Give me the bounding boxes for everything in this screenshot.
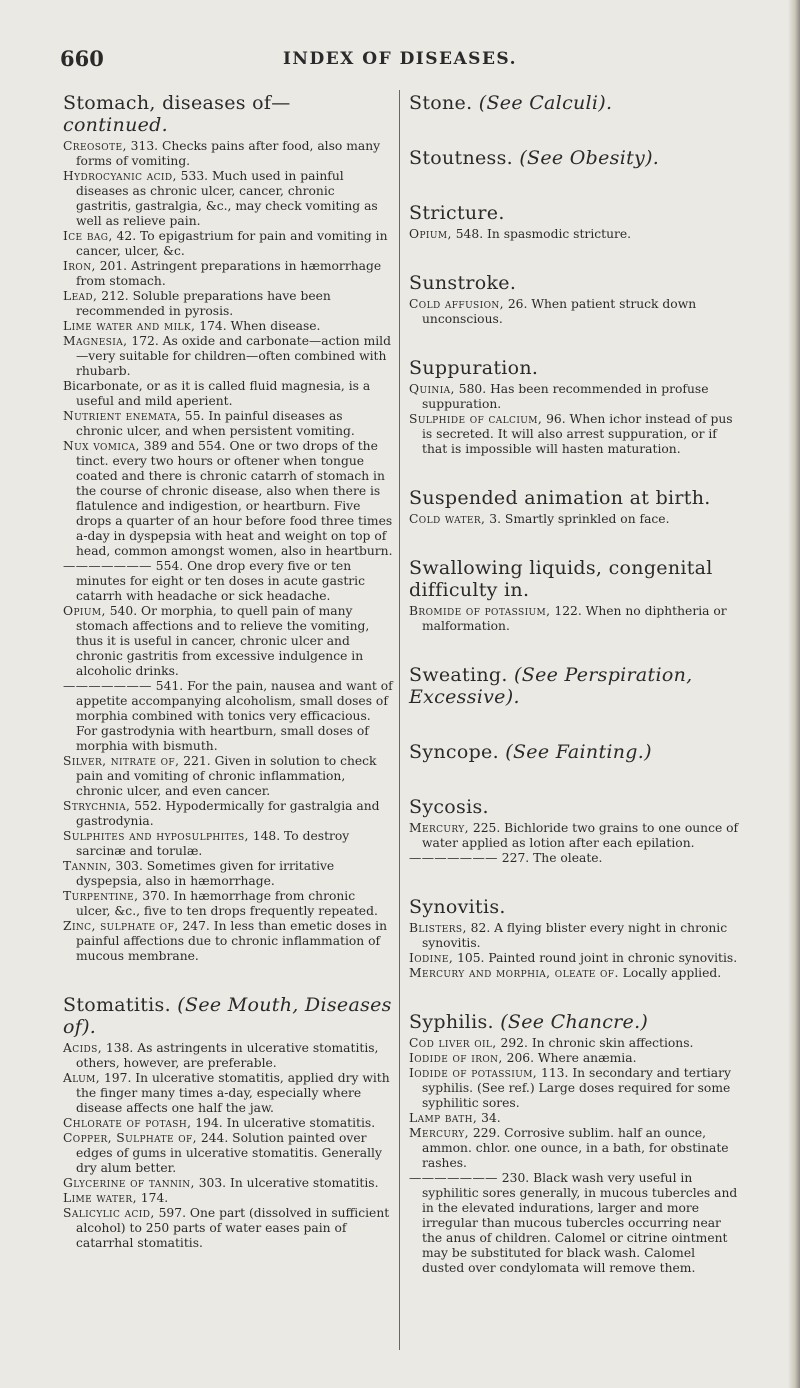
heading-reference: continued. (63, 114, 168, 136)
entry-text: 201. Astringent preparations in hæmorrhage from stomach. (76, 259, 382, 288)
remedy-name: Glycerine of tannin, (63, 1176, 195, 1190)
right-column (409, 92, 739, 1276)
section-spacer (63, 964, 393, 994)
section-heading (409, 272, 739, 294)
remedy-name: Sulphites and hyposulphites, (63, 829, 249, 843)
remedy-name: Copper, Sulphate of, (63, 1131, 197, 1145)
heading-main: Stomatitis. (63, 994, 178, 1016)
index-entry (409, 297, 739, 327)
entry-text: 26. When patient struck down unconscious. (422, 297, 697, 326)
index-entry (63, 319, 393, 334)
index-section (409, 202, 739, 242)
index-entry (63, 859, 393, 889)
index-entry (63, 1206, 393, 1251)
section-spacer (409, 172, 739, 202)
entry-text: Bicarbonate, or as it is called fluid magnesia, is a useful and mild aperient. (63, 379, 371, 408)
section-heading (409, 796, 739, 818)
index-entry (63, 919, 393, 964)
index-entry (409, 1036, 739, 1051)
entry-text: 389 and 554. One or two drops of the tinct. every two hours or oftener when tongue coated and there is chronic catarrh of stomach in the course of chronic disease, also when there is flatulence and indigestion, or heartburn. Five drops a quarter of an hour before food three times a-day in dyspepsia with heat and weight on top of head, common amongst women, also in heartburn. (76, 439, 393, 558)
entry-text: 3. Smartly sprinkled on face. (485, 512, 670, 526)
section-spacer (409, 117, 739, 147)
remedy-name: Tannin, (63, 859, 112, 873)
running-title: INDEX OF DISEASES. (282, 49, 518, 69)
entry-text: 82. A flying blister every night in chronic synovitis. (422, 921, 728, 950)
remedy-name: Cold affusion, (409, 297, 504, 311)
remedy-name: Lead, (63, 289, 98, 303)
index-entry (63, 439, 393, 559)
remedy-name: Iodide of iron, (409, 1051, 503, 1065)
section-spacer (409, 711, 739, 741)
index-section (409, 896, 739, 981)
entry-text: 597. One part (dissolved in sufficient alcohol) to 250 parts of water eases pain of catarrhal stomatitis. (76, 1206, 390, 1250)
section-heading (409, 487, 739, 509)
index-entry (63, 1191, 393, 1206)
index-section (409, 1011, 739, 1276)
entry-text: 148. To destroy sarcinæ and torulæ. (76, 829, 350, 858)
remedy-name: Alum, (63, 1071, 101, 1085)
index-entry (63, 1176, 393, 1191)
entry-text: 221. Given in solution to check pain and vomiting of chronic inflammation, chronic ulcer, and even cancer. (76, 754, 377, 798)
index-section (409, 741, 739, 763)
section-heading (409, 202, 739, 224)
page-number: 660 (60, 46, 104, 71)
entry-text: 230. Black wash very useful in syphilitic sores generally, in mucous tubercles and in the elevated indurations, larger and more irregular than mucous tubercles occurring near the anus of children. Calomel or citrine ointment may be substituted for black wash. Calomel dusted over condylomata will remove them. (422, 1171, 738, 1275)
entry-text: 122. When no diphtheria or malformation. (422, 604, 727, 633)
entry-text: 194. In ulcerative stomatitis. (191, 1116, 376, 1130)
index-entry (63, 1071, 393, 1116)
heading-reference: (See Calculi). (478, 92, 613, 114)
section-heading (409, 1011, 739, 1033)
column-divider (399, 90, 400, 1350)
entry-text: 244. Solution painted over edges of gums in ulcerative stomatitis. Generally dry alum better. (76, 1131, 382, 1175)
entry-text: 552. Hypodermically for gastralgia and gastrodynia. (76, 799, 380, 828)
remedy-name: Lime water and milk, (63, 319, 196, 333)
entry-text: 229. Corrosive sublim. half an ounce, ammon. chlor. one ounce, in a bath, for obstinate rashes. (422, 1126, 729, 1170)
index-section (409, 557, 739, 634)
remedy-name: Cold water, (409, 512, 486, 526)
index-entry (409, 382, 739, 412)
section-heading (409, 741, 739, 763)
index-section (409, 487, 739, 527)
heading-main: Stone. (409, 92, 479, 114)
index-section (409, 357, 739, 457)
entry-text: 554. One drop every five or ten minutes for eight or ten doses in acute gastric catarrh with headache or sick headache. (76, 559, 365, 603)
index-entry (63, 289, 393, 319)
heading-main: Stricture. (409, 202, 505, 224)
heading-main: Syphilis. (409, 1011, 501, 1033)
heading-reference: (See Obesity). (519, 147, 660, 169)
remedy-name: Creosote, (63, 139, 127, 153)
index-section (63, 994, 393, 1251)
remedy-name: Silver, nitrate of, (63, 754, 180, 768)
index-entry (409, 1066, 739, 1111)
section-spacer (409, 766, 739, 796)
index-section (409, 92, 739, 114)
entry-text: 533. Much used in painful diseases as chronic ulcer, cancer, chronic gastritis, gastralgia, &c., may check vomiting as well as relieve pain. (76, 169, 378, 228)
heading-main: Sycosis. (409, 796, 489, 818)
remedy-name: Mercury and morphia, oleate of. (409, 966, 619, 980)
heading-main: Sweating. (409, 664, 515, 686)
section-heading (409, 92, 739, 114)
remedy-name: Lamp bath, (409, 1111, 478, 1125)
section-heading (409, 896, 739, 918)
section-heading (409, 357, 739, 379)
entry-text: 247. In less than emetic doses in painful affections due to chronic inflammation of mucous membrane. (76, 919, 387, 963)
index-entry (63, 259, 393, 289)
entry-text: 303. Sometimes given for irritative dyspepsia, also in hæmorrhage. (76, 859, 335, 888)
remedy-name: Iodide of potassium, (409, 1066, 538, 1080)
index-entry (63, 829, 393, 859)
remedy-name: Iron, (63, 259, 96, 273)
index-section (63, 92, 393, 964)
remedy-name: Opium, (63, 604, 106, 618)
remedy-name: Zinc, sulphate of, (63, 919, 179, 933)
index-entry (63, 169, 393, 229)
entry-text: 370. In hæmorrhage from chronic ulcer, &c., five to ten drops frequently repeated. (76, 889, 378, 918)
heading-main: Stomach, diseases of— (63, 92, 291, 114)
remedy-name: Mercury, (409, 1126, 469, 1140)
entry-text: 580. Has been recommended in profuse suppuration. (422, 382, 709, 411)
index-entry (63, 1131, 393, 1176)
entry-text: 212. Soluble preparations have been recommended in pyrosis. (76, 289, 331, 318)
remedy-name: Blisters, (409, 921, 467, 935)
index-entry (409, 851, 739, 866)
remedy-name: Magnesia, (63, 334, 128, 348)
index-entry (63, 754, 393, 799)
entry-text: 197. In ulcerative stomatitis, applied dry with the finger many times a-day, especially where disease affects one half the jaw. (76, 1071, 390, 1115)
index-section (409, 272, 739, 327)
section-spacer (409, 634, 739, 664)
section-spacer (409, 457, 739, 487)
heading-main: Swallowing liquids, congenital difficulty in. (409, 557, 713, 601)
section-heading (63, 994, 393, 1038)
heading-main: Stoutness. (409, 147, 520, 169)
entry-text: 313. Checks pains after food, also many forms of vomiting. (76, 139, 381, 168)
index-entry (409, 512, 739, 527)
index-entry (63, 889, 393, 919)
index-entry (409, 921, 739, 951)
entry-text: 303. In ulcerative stomatitis. (194, 1176, 379, 1190)
entry-text: 172. As oxide and carbonate—action mild—very suitable for children—often combined with rhubarb. (76, 334, 391, 378)
index-entry (409, 227, 739, 242)
entry-text: 174. When disease. (195, 319, 321, 333)
page-header (60, 46, 740, 82)
remedy-name: Acids, (63, 1041, 103, 1055)
index-entry (409, 604, 739, 634)
entry-text: 55. In painful diseases as chronic ulcer, and when persistent vomiting. (76, 409, 355, 438)
heading-reference: (See Perspiration, Excessive). (409, 664, 693, 708)
entry-text: 541. For the pain, nausea and want of appetite accompanying alcoholism, small doses of morphia combined with tonics very efficacious. For gastrodynia with heartburn, small doses of morphia with bismuth. (76, 679, 393, 753)
heading-reference: (See Mouth, Diseases of). (63, 994, 392, 1038)
heading-reference: (See Fainting.) (505, 741, 652, 763)
entry-text: 540. Or morphia, to quell pain of many stomach affections and to relieve the vomiting, thus it is useful in cancer, chronic ulcer and chronic gastritis from excessive indulgence in alcoholic drinks. (76, 604, 370, 678)
heading-main: Sunstroke. (409, 272, 517, 294)
section-heading (409, 557, 739, 601)
entry-text: 42. To epigastrium for pain and vomiting in cancer, ulcer, &c. (76, 229, 388, 258)
entry-text: 292. In chronic skin affections. (496, 1036, 694, 1050)
index-entry (63, 1041, 393, 1071)
entry-text: 34. (477, 1111, 501, 1125)
heading-main: Syncope. (409, 741, 506, 763)
remedy-name: Hydrocyanic acid, (63, 169, 177, 183)
section-heading (63, 92, 393, 136)
index-entry (63, 604, 393, 679)
remedy-name: Salicylic acid, (63, 1206, 155, 1220)
section-spacer (409, 527, 739, 557)
entry-text: 174. (136, 1191, 169, 1205)
index-entry (409, 1126, 739, 1171)
remedy-name: Sulphide of calcium, (409, 412, 543, 426)
index-entry (63, 679, 393, 754)
remedy-name: Strychnia, (63, 799, 131, 813)
entry-text: 548. In spasmodic stricture. (451, 227, 632, 241)
entry-text: 225. Bichloride two grains to one ounce of water applied as lotion after each epilation. (422, 821, 739, 850)
remedy-name: Turpentine, (63, 889, 139, 903)
section-heading (409, 147, 739, 169)
remedy-name: Opium, (409, 227, 452, 241)
index-entry (63, 799, 393, 829)
index-entry (409, 1171, 739, 1276)
remedy-name: Nutrient enemata, (63, 409, 181, 423)
entry-text: Locally applied. (618, 966, 722, 980)
page-edge-shadow (788, 0, 800, 1388)
remedy-name: Bromide of potassium, (409, 604, 551, 618)
index-entry (409, 412, 739, 457)
index-entry (409, 821, 739, 851)
entry-text: 105. Painted round joint in chronic synovitis. (453, 951, 738, 965)
remedy-name: Iodine, (409, 951, 454, 965)
remedy-name: Nux vomica, (63, 439, 140, 453)
remedy-name: Lime water, (63, 1191, 137, 1205)
index-entry (63, 409, 393, 439)
index-entry (409, 1051, 739, 1066)
entry-text: 206. Where anæmia. (502, 1051, 637, 1065)
index-entry (63, 1116, 393, 1131)
index-entry (63, 334, 393, 379)
index-section (409, 664, 739, 708)
entry-text: 138. As astringents in ulcerative stomatitis, others, however, are preferable. (76, 1041, 379, 1070)
remedy-name: ——————— (409, 851, 498, 865)
remedy-name: ——————— (63, 679, 152, 693)
remedy-name: Cod liver oil, (409, 1036, 497, 1050)
entry-text: 96. When ichor instead of pus is secreted. It will also arrest suppuration, or if that is impossible will hasten maturation. (422, 412, 733, 456)
left-column (63, 92, 393, 1251)
index-entry (63, 229, 393, 259)
index-entry (63, 139, 393, 169)
entry-text: 227. The oleate. (497, 851, 603, 865)
entry-text: 113. In secondary and tertiary syphilis. (See ref.) Large doses required for some syphilitic sores. (422, 1066, 731, 1110)
index-section (409, 796, 739, 866)
remedy-name: ——————— (409, 1171, 498, 1185)
remedy-name: Chlorate of potash, (63, 1116, 192, 1130)
section-spacer (409, 242, 739, 272)
heading-main: Suspended animation at birth. (409, 487, 711, 509)
index-entry (409, 951, 739, 966)
section-spacer (409, 866, 739, 896)
index-section (409, 147, 739, 169)
heading-main: Suppuration. (409, 357, 539, 379)
remedy-name: Ice bag, (63, 229, 113, 243)
index-entry (63, 379, 393, 409)
remedy-name: Quinia, (409, 382, 455, 396)
index-entry (63, 559, 393, 604)
section-spacer (409, 327, 739, 357)
remedy-name: Mercury, (409, 821, 469, 835)
index-entry (409, 1111, 739, 1126)
heading-main: Synovitis. (409, 896, 506, 918)
index-entry (409, 966, 739, 981)
section-heading (409, 664, 739, 708)
remedy-name: ——————— (63, 559, 152, 573)
section-spacer (409, 981, 739, 1011)
heading-reference: (See Chancre.) (500, 1011, 649, 1033)
